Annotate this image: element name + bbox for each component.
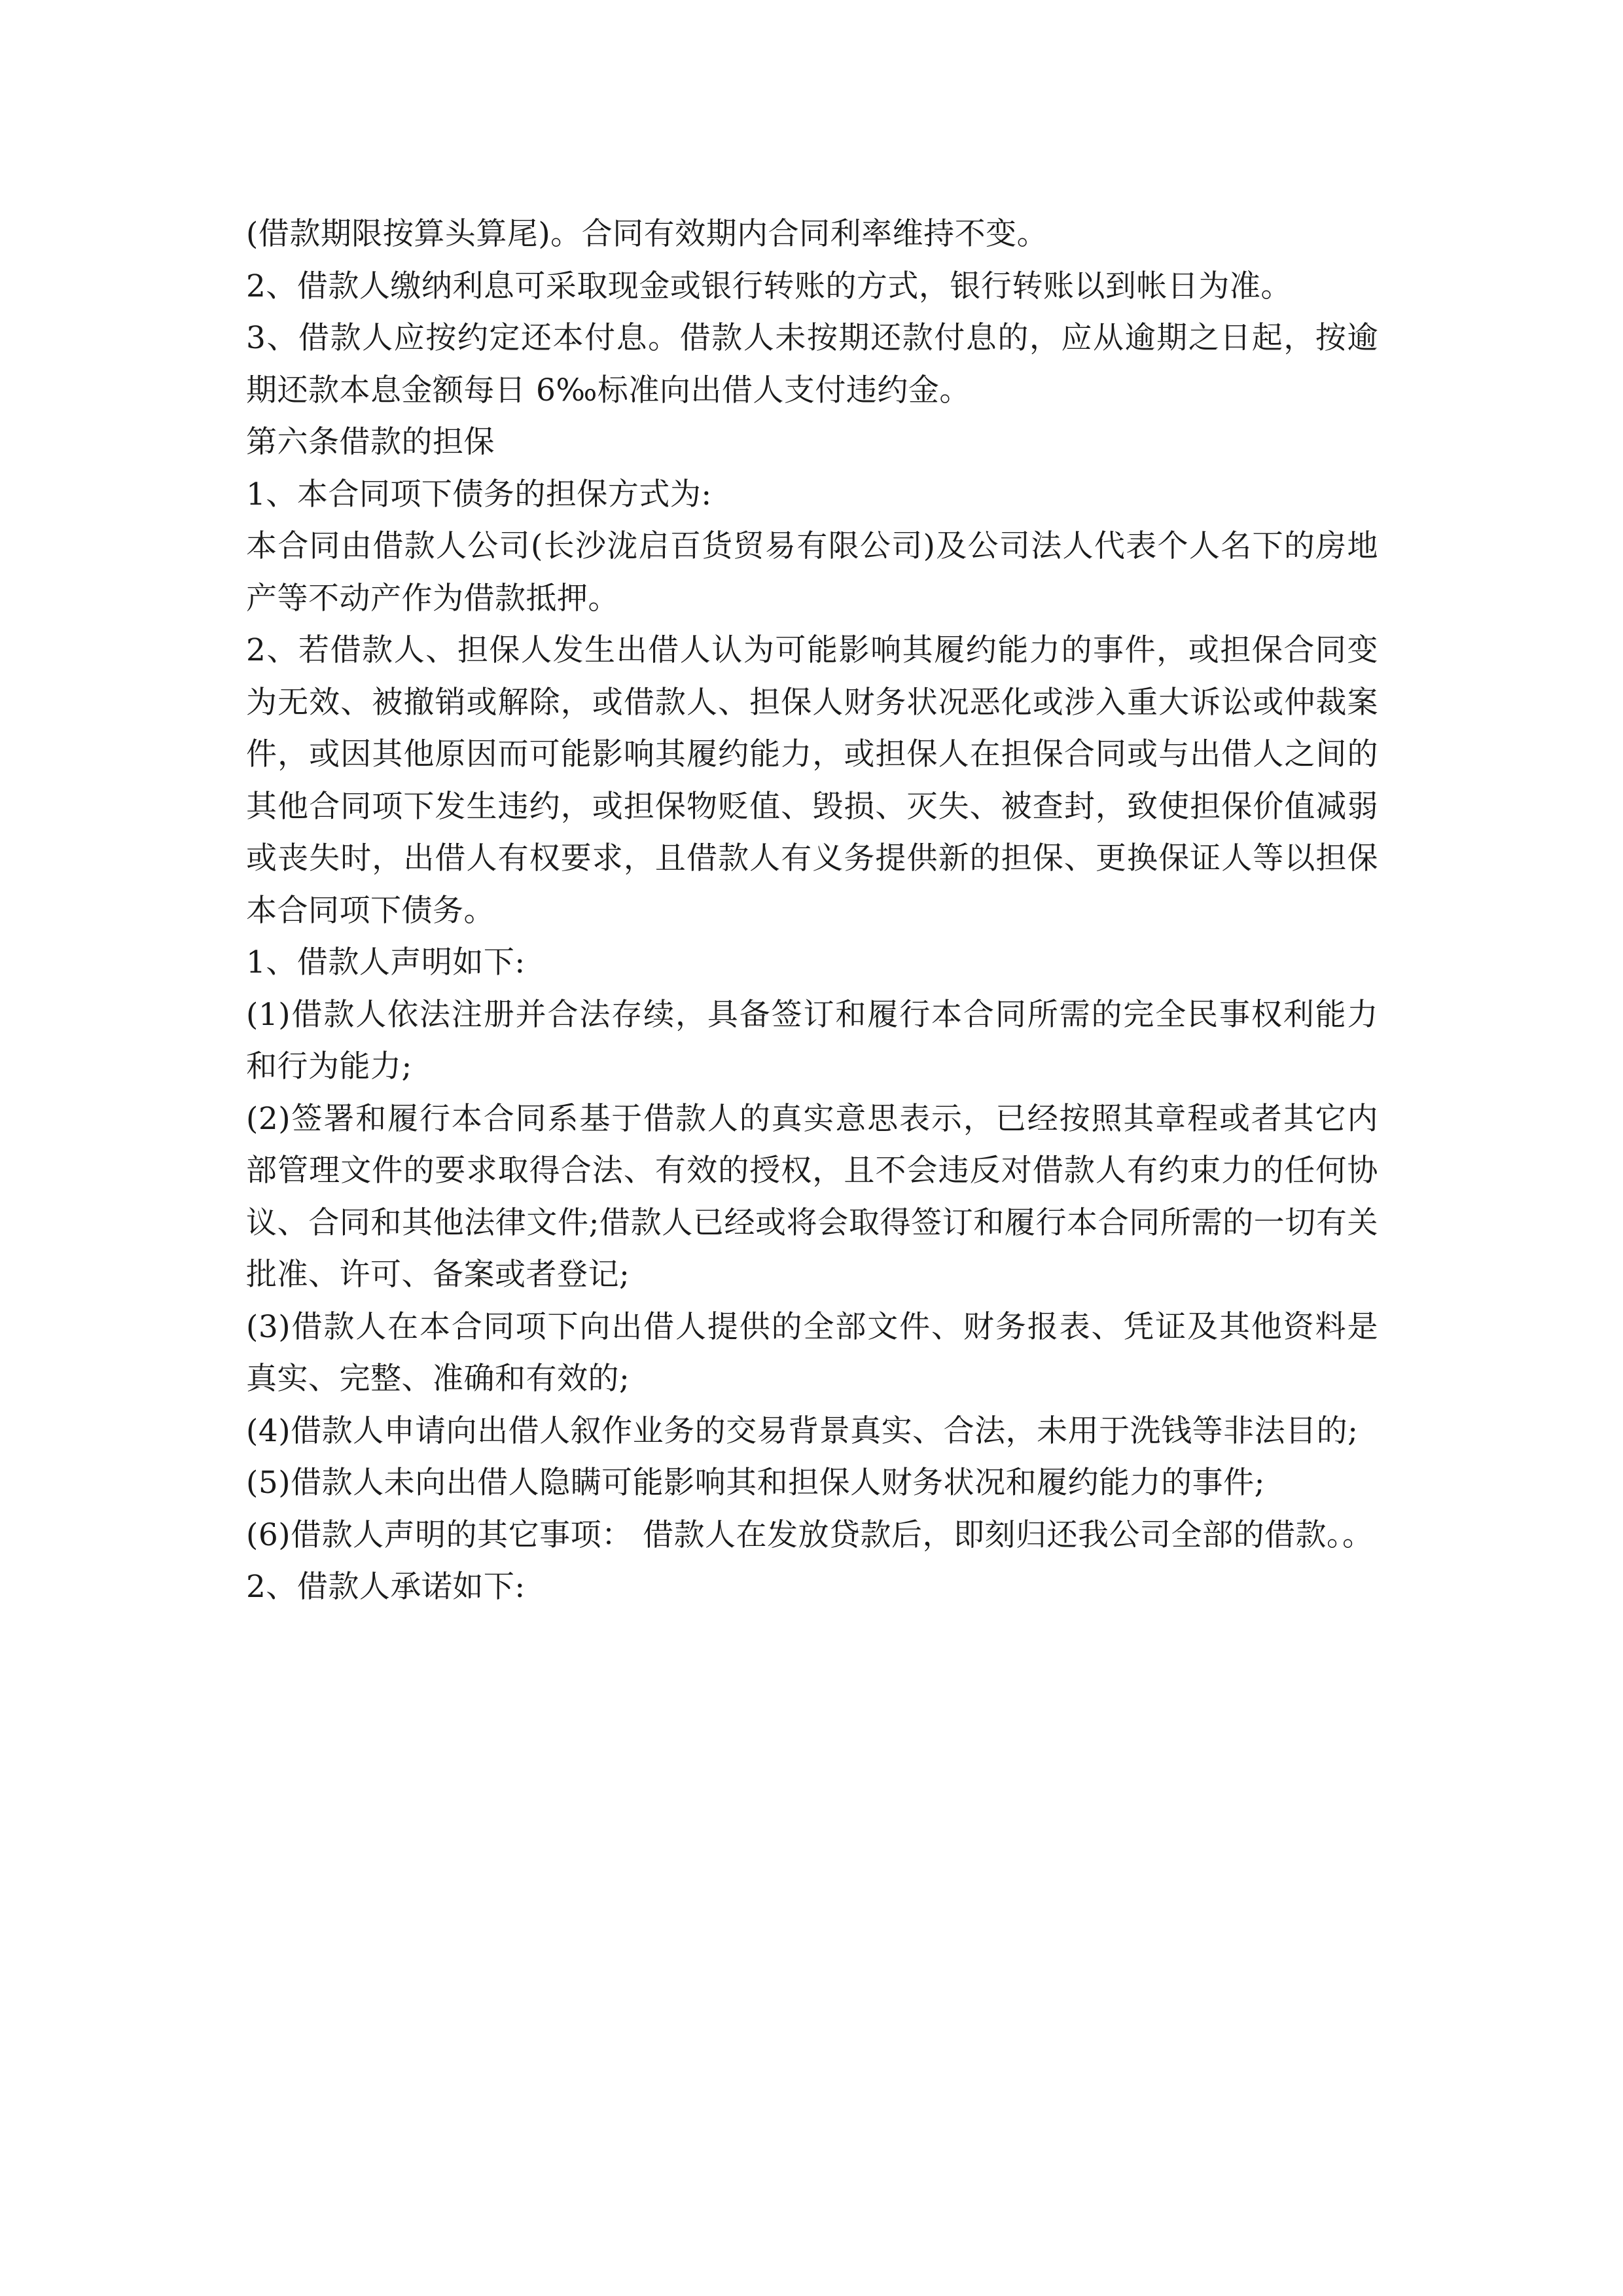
paragraph-additional-guarantee: 2、若借款人、担保人发生出借人认为可能影响其履约能力的事件，或担保合同变为无效、被撤销或解除，或借款人、担保人财务状况恶化或涉入重大诉讼或仲裁案件，或因其他原因而可能影响其履约能力，或担保人在担保合同或与出借人之间的其他合同项下发生违约，或担保物贬值、毁损、灭失、被查封，致使担保价值减弱或丧失时，出借人有权要求，且借款人有义务提供新的担保、更换保证人等以担保本合同项下债务。 <box>246 632 1378 929</box>
paragraph-borrower-declarations-heading: 1、借款人声明如下: <box>246 944 526 980</box>
paragraph-interest-payment: 2、借款人缴纳利息可采取现金或银行转账的方式，银行转账以到帐日为准。 <box>246 268 1292 304</box>
declaration-item-3: (3)借款人在本合同项下向出借人提供的全部文件、财务报表、凭证及其他资料是真实、完整、准确和有效的; <box>246 1308 1378 1397</box>
paragraph-guarantee-method: 1、本合同项下债务的担保方式为: <box>246 476 712 512</box>
paragraph-borrower-commitments-heading: 2、借款人承诺如下: <box>246 1569 526 1605</box>
declaration-item-5: (5)借款人未向出借人隐瞒可能影响其和担保人财务状况和履约能力的事件; <box>246 1465 1265 1501</box>
document-body <box>246 208 1378 1613</box>
declaration-item-6: (6)借款人声明的其它事项： 借款人在发放贷款后，即刻归还我公司全部的借款。。 <box>246 1516 1374 1553</box>
paragraph-loan-term-note: (借款期限按算头算尾)。合同有效期内合同利率维持不变。 <box>246 216 1048 252</box>
section-heading-guarantee: 第六条借款的担保 <box>246 424 495 460</box>
declaration-item-4: (4)借款人申请向出借人叙作业务的交易背景真实、合法，未用于洗钱等非法目的; <box>246 1412 1359 1449</box>
paragraph-collateral: 本合同由借款人公司(长沙泷启百货贸易有限公司)及公司法人代表个人名下的房地产等不动产作为借款抵押。 <box>246 528 1378 617</box>
declaration-item-1: (1)借款人依法注册并合法存续，具备签订和履行本合同所需的完全民事权利能力和行为能力; <box>246 996 1378 1085</box>
paragraph-repayment-penalty: 3、借款人应按约定还本付息。借款人未按期还款付息的，应从逾期之日起，按逾期还款本息金额每日 6‰标准向出借人支付违约金。 <box>246 320 1378 408</box>
declaration-item-2: (2)签署和履行本合同系基于借款人的真实意思表示，已经按照其章程或者其它内部管理文件的要求取得合法、有效的授权，且不会违反对借款人有约束力的任何协议、合同和其他法律文件;借款人已经或将会取得签订和履行本合同所需的一切有关批准、许可、备案或者登记; <box>246 1100 1378 1293</box>
